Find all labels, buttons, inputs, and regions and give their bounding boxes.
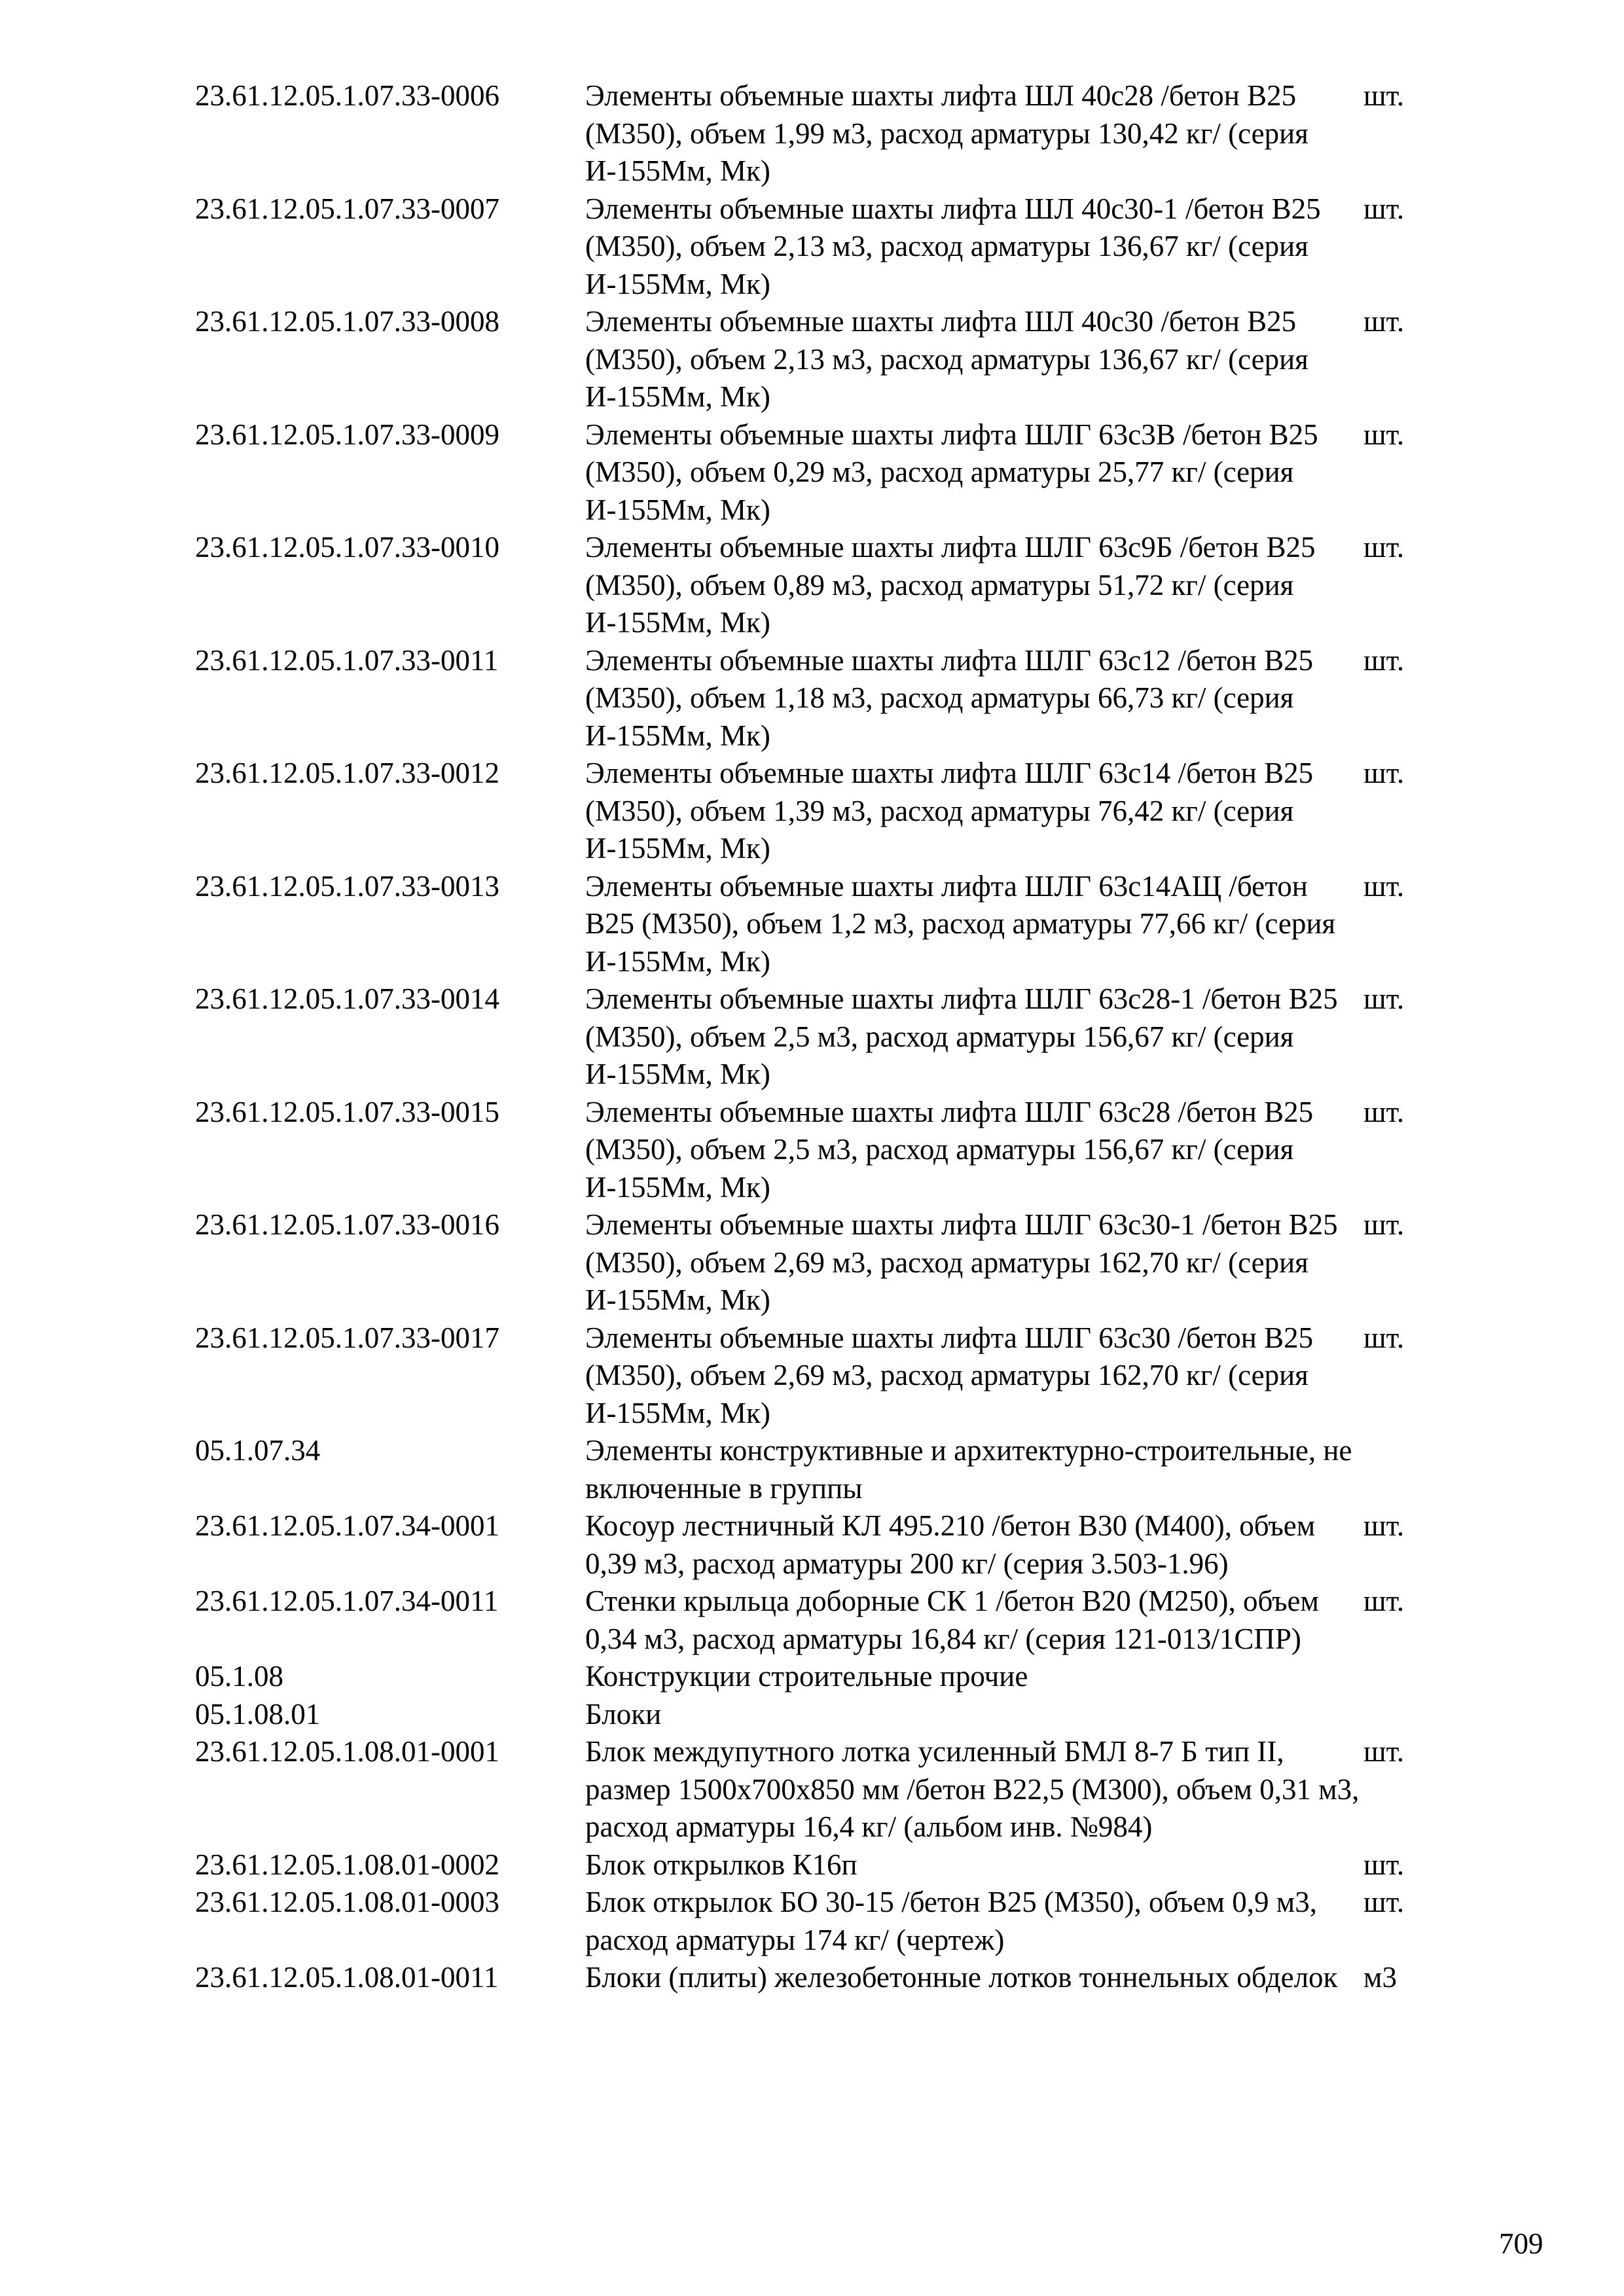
row-unit: шт. bbox=[1363, 192, 1405, 225]
row-name: Элементы объемные шахты лифта ШЛГ 63с9Б /бетон В25 (М350), объем 0,89 м3, расход арматуры 51,72 кг/ (серия И-155Мм, Мк) bbox=[585, 531, 1316, 639]
row-code: 23.61.12.05.1.08.01-0002 bbox=[195, 1848, 499, 1881]
table-row bbox=[195, 1696, 1439, 1734]
table-row bbox=[195, 303, 1439, 416]
row-unit: шт. bbox=[1363, 982, 1405, 1015]
row-code: 23.61.12.05.1.07.33-0017 bbox=[195, 1321, 499, 1354]
row-unit: шт. bbox=[1363, 1735, 1405, 1768]
row-code: 23.61.12.05.1.08.01-0011 bbox=[195, 1961, 499, 1994]
table-row bbox=[195, 416, 1439, 529]
row-code: 23.61.12.05.1.07.33-0008 bbox=[195, 305, 499, 338]
table-row bbox=[195, 1094, 1439, 1207]
row-unit: шт. bbox=[1363, 1585, 1405, 1617]
row-unit: м3 bbox=[1363, 1961, 1397, 1994]
row-code: 05.1.08 bbox=[195, 1660, 283, 1693]
row-name: Элементы объемные шахты лифта ШЛГ 63с30 /бетон В25 (М350), объем 2,69 м3, расход арматуры 162,70 кг/ (серия И-155Мм, Мк) bbox=[585, 1321, 1314, 1429]
row-code: 23.61.12.05.1.07.33-0013 bbox=[195, 869, 499, 903]
row-unit: шт. bbox=[1363, 1321, 1405, 1354]
row-code: 23.61.12.05.1.07.33-0009 bbox=[195, 418, 499, 451]
row-unit: шт. bbox=[1363, 1095, 1405, 1128]
row-code: 23.61.12.05.1.08.01-0003 bbox=[195, 1886, 499, 1918]
row-code: 23.61.12.05.1.07.33-0011 bbox=[195, 643, 499, 677]
row-name: Конструкции строительные прочие bbox=[585, 1660, 1028, 1693]
row-name: Блок открылок БО 30-15 /бетон В25 (М350), объем 0,9 м3, расход арматуры 174 кг/ (чертеж) bbox=[585, 1886, 1317, 1956]
table-row bbox=[195, 1733, 1439, 1846]
row-code: 23.61.12.05.1.07.33-0007 bbox=[195, 192, 499, 225]
row-name: Элементы объемные шахты лифта ШЛ 40с30 /бетон В25 (М350), объем 2,13 м3, расход арматуры 136,67 кг/ (серия И-155Мм, Мк) bbox=[585, 305, 1308, 413]
table-row bbox=[195, 1884, 1439, 1959]
row-name: Косоур лестничный КЛ 495.210 /бетон В30 (М400), объем 0,39 м3, расход арматуры 200 кг/ (серия 3.503-1.96) bbox=[585, 1509, 1316, 1580]
row-unit: шт. bbox=[1363, 643, 1405, 677]
table-row bbox=[195, 529, 1439, 642]
row-unit: шт. bbox=[1363, 1509, 1405, 1542]
table-row bbox=[195, 77, 1439, 190]
row-name: Элементы объемные шахты лифта ШЛГ 63с28-1 /бетон В25 (М350), объем 2,5 м3, расход арматуры 156,67 кг/ (серия И-155Мм, Мк) bbox=[585, 982, 1338, 1090]
row-code: 23.61.12.05.1.08.01-0001 bbox=[195, 1735, 499, 1768]
table-row bbox=[195, 755, 1439, 868]
row-name: Элементы объемные шахты лифта ШЛГ 63с28 /бетон В25 (М350), объем 2,5 м3, расход арматуры 156,67 кг/ (серия И-155Мм, Мк) bbox=[585, 1095, 1314, 1204]
row-unit: шт. bbox=[1363, 531, 1405, 564]
row-name: Элементы объемные шахты лифта ШЛГ 63с30-1 /бетон В25 (М350), объем 2,69 м3, расход арматуры 162,70 кг/ (серия И-155Мм, Мк) bbox=[585, 1208, 1338, 1316]
row-name: Блоки (плиты) железобетонные лотков тоннельных обделок bbox=[585, 1961, 1338, 1994]
table-row bbox=[195, 980, 1439, 1094]
table-row bbox=[195, 1846, 1439, 1884]
row-code: 05.1.07.34 bbox=[195, 1434, 321, 1467]
row-name: Элементы объемные шахты лифта ШЛГ 63с12 /бетон В25 (М350), объем 1,18 м3, расход арматуры 66,73 кг/ (серия И-155Мм, Мк) bbox=[585, 643, 1314, 752]
row-name: Элементы конструктивные и архитектурно-строительные, не включенные в группы bbox=[585, 1434, 1352, 1505]
table-row bbox=[195, 642, 1439, 755]
page-number: 709 bbox=[1499, 2227, 1543, 2260]
row-code: 23.61.12.05.1.07.33-0012 bbox=[195, 757, 499, 789]
row-unit: шт. bbox=[1363, 1848, 1405, 1881]
row-unit: шт. bbox=[1363, 1886, 1405, 1918]
row-name: Стенки крыльца доборные СК 1 /бетон В20 (М250), объем 0,34 м3, расход арматуры 16,84 кг/ (серия 121-013/1СПР) bbox=[585, 1585, 1320, 1655]
row-name: Блок открылков К16п bbox=[585, 1848, 857, 1881]
table-row bbox=[195, 1959, 1439, 1997]
row-unit: шт. bbox=[1363, 869, 1405, 903]
row-code: 23.61.12.05.1.07.33-0014 bbox=[195, 982, 499, 1015]
table-row bbox=[195, 1319, 1439, 1433]
row-code: 23.61.12.05.1.07.33-0015 bbox=[195, 1095, 499, 1128]
row-unit: шт. bbox=[1363, 79, 1405, 112]
table-row bbox=[195, 1583, 1439, 1658]
row-name: Элементы объемные шахты лифта ШЛГ 63с14 /бетон В25 (М350), объем 1,39 м3, расход арматуры 76,42 кг/ (серия И-155Мм, Мк) bbox=[585, 757, 1314, 865]
resource-catalog-table bbox=[195, 77, 1439, 1997]
table-row bbox=[195, 868, 1439, 981]
row-code: 23.61.12.05.1.07.33-0016 bbox=[195, 1208, 499, 1241]
row-code: 23.61.12.05.1.07.33-0006 bbox=[195, 79, 499, 112]
table-row bbox=[195, 1658, 1439, 1696]
row-code: 23.61.12.05.1.07.34-0001 bbox=[195, 1509, 499, 1542]
row-name: Блоки bbox=[585, 1697, 662, 1731]
row-unit bbox=[1363, 1658, 1439, 1696]
row-name: Элементы объемные шахты лифта ШЛГ 63с14АЩ /бетон В25 (М350), объем 1,2 м3, расход арматуры 77,66 кг/ (серия И-155Мм, Мк) bbox=[585, 869, 1336, 978]
table-row bbox=[195, 190, 1439, 304]
row-unit bbox=[1363, 1432, 1439, 1507]
table-row bbox=[195, 1507, 1439, 1583]
row-unit: шт. bbox=[1363, 757, 1405, 789]
table-row bbox=[195, 1432, 1439, 1507]
row-code: 23.61.12.05.1.07.33-0010 bbox=[195, 531, 499, 564]
row-name: Элементы объемные шахты лифта ШЛГ 63с3В /бетон В25 (М350), объем 0,29 м3, расход арматуры 25,77 кг/ (серия И-155Мм, Мк) bbox=[585, 418, 1318, 526]
row-name: Элементы объемные шахты лифта ШЛ 40с30-1 /бетон В25 (М350), объем 2,13 м3, расход арматуры 136,67 кг/ (серия И-155Мм, Мк) bbox=[585, 192, 1321, 300]
row-unit: шт. bbox=[1363, 1208, 1405, 1241]
row-code: 23.61.12.05.1.07.34-0011 bbox=[195, 1585, 499, 1617]
row-name: Блок междупутного лотка усиленный БМЛ 8-7 Б тип II, размер 1500х700х850 мм /бетон В22,5 (М300), объем 0,31 м3, расход арматуры 16,4 кг/ (альбом инв. №984) bbox=[585, 1735, 1360, 1843]
row-code: 05.1.08.01 bbox=[195, 1697, 321, 1731]
row-unit: шт. bbox=[1363, 418, 1405, 451]
table-row bbox=[195, 1206, 1439, 1319]
row-unit: шт. bbox=[1363, 305, 1405, 338]
row-name: Элементы объемные шахты лифта ШЛ 40с28 /бетон В25 (М350), объем 1,99 м3, расход арматуры 130,42 кг/ (серия И-155Мм, Мк) bbox=[585, 79, 1308, 187]
row-unit bbox=[1363, 1696, 1439, 1734]
